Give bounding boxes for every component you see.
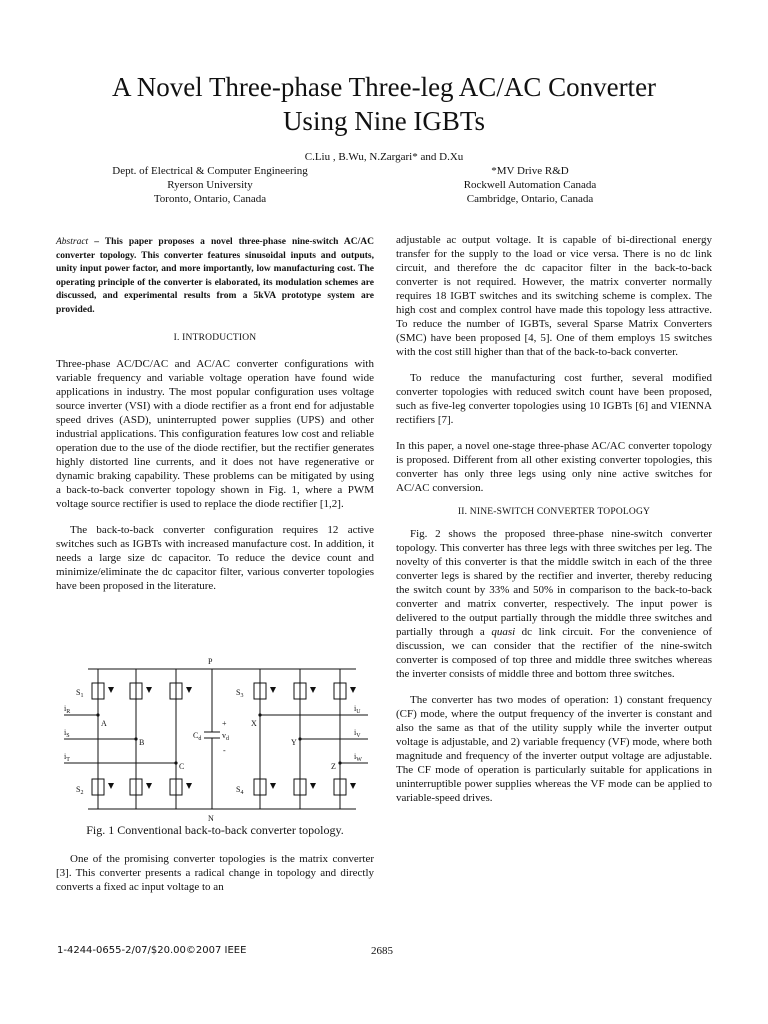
label-Y: Y — [291, 738, 297, 747]
affiliation-line: Toronto, Ontario, Canada — [153, 193, 267, 205]
section2-paragraph-1 — [396, 527, 712, 681]
section-2-heading: II. NINE-SWITCH CONVERTER TOPOLOGY — [457, 507, 651, 517]
affiliation-left — [95, 164, 325, 206]
label-Cd-sub: d — [198, 736, 202, 742]
sec2-p1-part-a: Fig. 2 shows the proposed three-phase nine-switch converter topology. This converter has three legs with three switches per leg. The novelty of this converter is that the middle switch in each of the three converter legs is shared by the rectifier and inverter, thereby reducing the switch count by 33% and 50% in comparison to the back-to-back converter and matrix converter, respectively. The input power is delivered to the output partially through the middle three switches and partially through a — [396, 528, 712, 638]
label-C: C — [179, 762, 185, 771]
abstract-text: – This paper proposes a novel three-phase nine-switch AC/AC converter topology. This converter features sinusoidal inputs and outputs, unity input power factor, and more importantly, low manufacturing cost. The operating principle of the converter is elaborated, its modulation schemes are discussed, and experimental results from a 5kVA prototype system are provided. — [56, 237, 374, 315]
label-iS: i — [64, 728, 67, 737]
svg-text:iS — [64, 728, 70, 739]
section-1-heading: I. INTRODUCTION — [173, 333, 257, 343]
affiliation-line: Rockwell Automation Canada — [463, 179, 597, 191]
label-iW: i — [354, 752, 357, 761]
svg-text:S1 — [76, 688, 83, 699]
title-line-1: A Novel Three-phase Three-leg AC/AC Converter — [111, 72, 657, 102]
affiliation-right — [410, 164, 650, 206]
label-P: P — [208, 657, 213, 666]
label-iV-sub: V — [356, 733, 361, 739]
label-plus: + — [222, 719, 227, 728]
label-iW-sub: W — [356, 757, 362, 763]
intro-paragraph-1: Three-phase AC/DC/AC and AC/AC converter configurations with variable frequency and variable voltage operation have found wide applications in industry. The most popular configuration uses voltage source inverter (VSI) with a diode rectifier as a front end for adjustable speed drives (ASD), uninterrupted power supplies (UPS) and other industrial applications. This configuration features low cost and reliable operation due to the use of the diode rectifier, but the rectifier generates highly distorted line currents, and it does not have regenerative or dynamic braking capability. These problems can be mitigated by using a back-to-back converter topology shown in Fig. 1, where a PWM voltage source rectifier is used to replace the diode rectifier [1,2]. — [56, 358, 374, 510]
label-S3: S — [236, 688, 241, 697]
svg-text:S4 — [236, 785, 243, 796]
authors: C.Liu , B.Wu, N.Zargari* and D.Xu — [304, 151, 464, 163]
label-iS-sub: S — [66, 733, 70, 739]
label-S2-sub: 2 — [80, 790, 84, 796]
label-iV: i — [354, 728, 357, 737]
label-iR-sub: R — [66, 709, 71, 715]
left-column-bottom — [56, 852, 374, 894]
label-minus: - — [223, 746, 226, 755]
section2-paragraph-2: The converter has two modes of operation: 1) constant frequency (CF) mode, where the output frequency of the inverter is constant and also the same as that of the utility supply while the inverter output voltage is adjustable, and 2) variable frequency (VF) mode, where both magnitude and frequency of the inverter output voltage are adjustable. The CF mode of operation is particularly suitable for applications in uninterruptible power supplies whereas the VF mode can be applied to variable-speed drives. — [396, 694, 712, 804]
sec2-p1-part-b: dc link circuit. For the convenience of discussion, we can consider that the rectifier of the nine-switch converter is composed of top three and middle three switches whereas the inverter consists of middle three and bottom three switches. — [396, 626, 712, 680]
right-column — [396, 233, 712, 805]
label-Cd: C — [193, 731, 199, 740]
label-iU: i — [354, 704, 357, 713]
label-A: A — [101, 719, 107, 728]
label-S2: S — [76, 785, 81, 794]
svg-text:S3 — [236, 688, 243, 699]
label-S1-sub: 1 — [80, 693, 84, 699]
svg-text:vd — [222, 731, 229, 742]
intro-paragraph-2: The back-to-back converter configuration requires 12 active switches such as IGBTs with increased manufacture cost. In addition, it needs a large size dc capacitor. To reduce the device count and minimize/eliminate the dc capacitor filter, various converter topologies have been proposed in the literature. — [56, 524, 374, 592]
label-iT: i — [64, 752, 67, 761]
label-B: B — [139, 738, 145, 747]
svg-text:Cd — [193, 731, 201, 742]
right-paragraph-1: adjustable ac output voltage. It is capable of bi-directional energy transfer for the supply to the load or vice versa. There is no dc link circuit, and therefore the dc capacitor filter in the back-to-back converter is not required. However, the matrix converter normally requires 18 IGBT switches and its switching scheme is complex. The high cost and complex control have made this topology less attractive. To reduce the number of IGBTs, several Sparse Matrix Converters (SMC) have been proposed [4, 5]. One of them employs 15 switches with the cost still higher than that of the back-to-back converter. — [396, 234, 712, 358]
intro-paragraph-3: One of the promising converter topologies is the matrix converter [3]. This converter presents a radical change in topology and directly converts a fixed ac input voltage to an — [56, 853, 374, 893]
title-line-2: Using Nine IGBTs — [282, 106, 486, 136]
svg-text:S2 — [76, 785, 83, 796]
label-iR: i — [64, 704, 67, 713]
affiliation-line: Cambridge, Ontario, Canada — [466, 193, 594, 205]
label-S4: S — [236, 785, 241, 794]
svg-text:iR — [64, 704, 70, 715]
label-S1: S — [76, 688, 81, 697]
right-paragraph-2: To reduce the manufacturing cost further, several modified converter topologies with reduced switch count have been proposed, such as five-leg converter topologies using 10 IGBTs [6] and VIENNA rectifiers [7]. — [396, 372, 712, 426]
affiliation-line: Ryerson University — [167, 179, 253, 191]
label-S3-sub: 3 — [240, 693, 244, 699]
label-S4-sub: 4 — [240, 790, 244, 796]
affiliation-line: Dept. of Electrical & Computer Engineering — [112, 165, 308, 177]
label-iU-sub: U — [356, 709, 361, 715]
svg-text:iT — [64, 752, 70, 763]
right-paragraph-3: In this paper, a novel one-stage three-phase AC/AC converter topology is proposed. Different from all other existing converter topologies, this converter has only three legs using only nine active switches for AC/AC conversion. — [396, 440, 712, 494]
svg-text:iW — [354, 752, 362, 763]
label-X: X — [251, 719, 257, 728]
label-vd: v — [222, 731, 226, 740]
svg-text:iV — [354, 728, 361, 739]
page-number: 2685 — [371, 945, 393, 957]
abstract-label: Abstract — [56, 237, 89, 247]
label-iT-sub: T — [66, 757, 70, 763]
footer-copyright: 1-4244-0655-2/07/$20.00©2007 IEEE — [57, 945, 247, 956]
abstract — [56, 236, 374, 317]
sec2-p1-italic: quasi — [491, 626, 516, 638]
label-N: N — [208, 814, 214, 823]
label-vd-sub: d — [226, 736, 229, 742]
affiliation-line: *MV Drive R&D — [491, 165, 569, 177]
fig1-caption: Fig. 1 Conventional back-to-back converter topology. — [86, 823, 344, 837]
paper-title — [40, 70, 728, 138]
fig1-circuit-diagram — [56, 655, 376, 823]
label-Z: Z — [331, 762, 336, 771]
svg-text:iU — [354, 704, 361, 715]
left-column-top — [56, 236, 374, 593]
